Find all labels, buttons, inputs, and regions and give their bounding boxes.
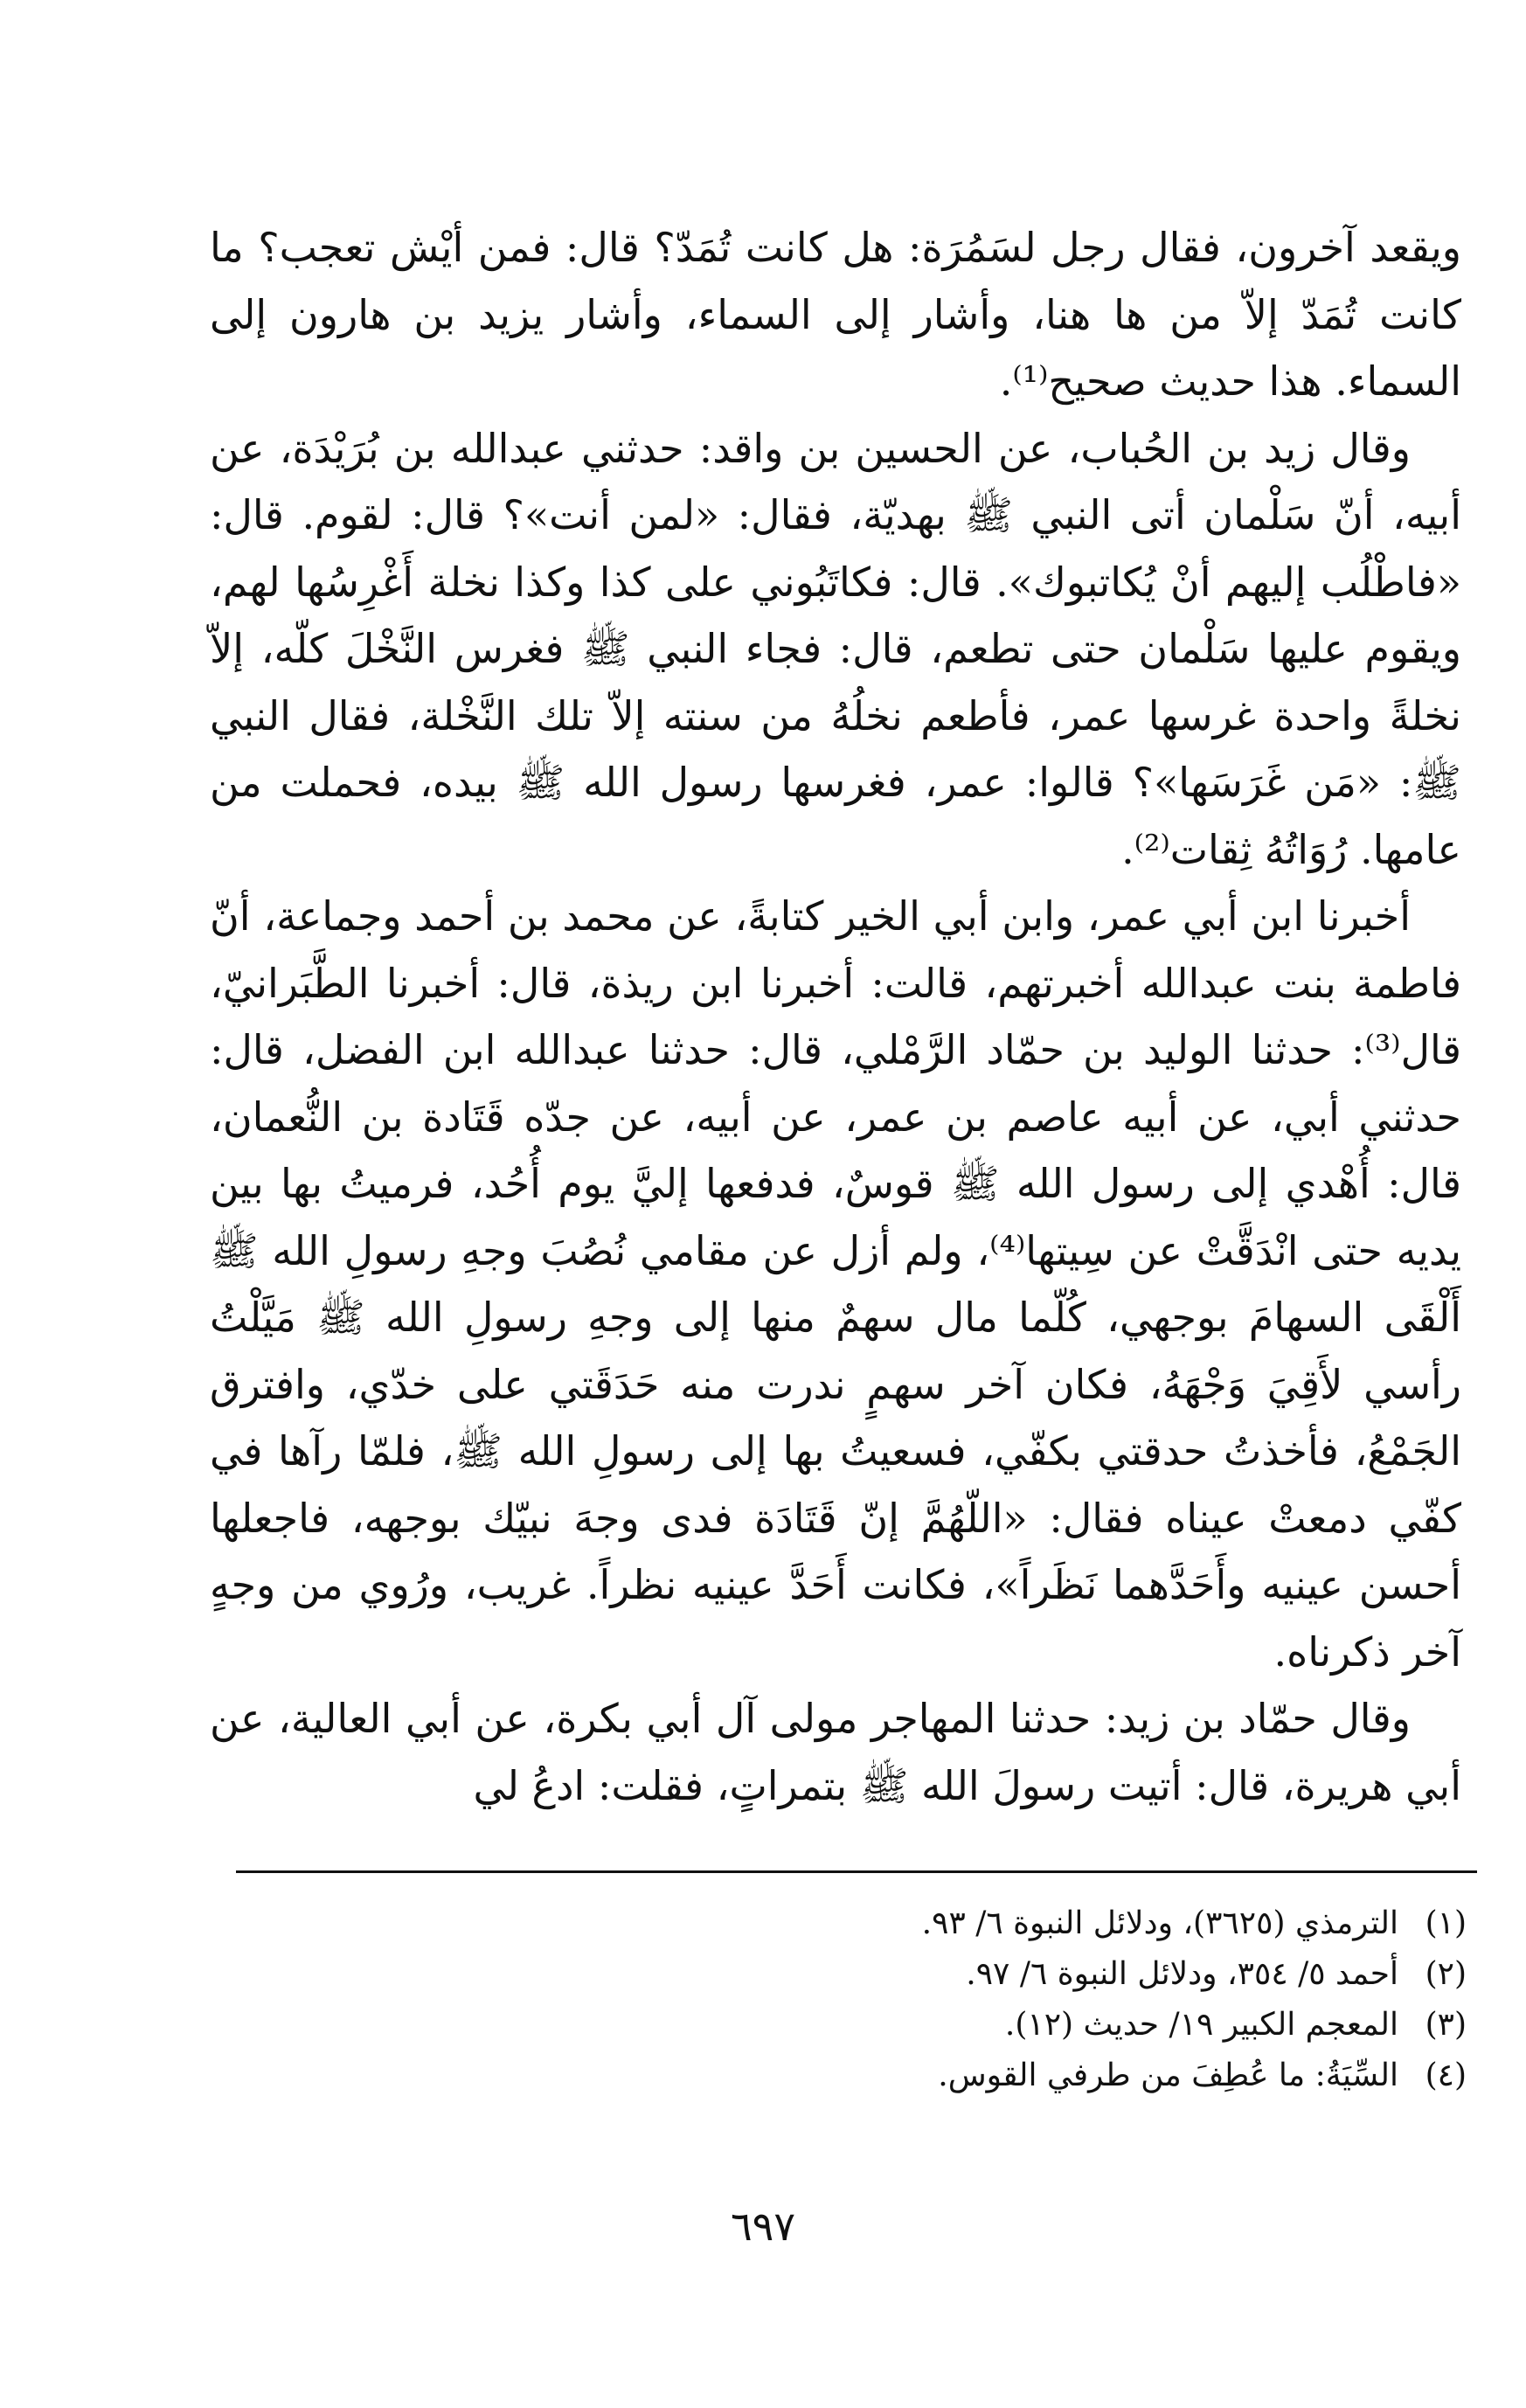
footnote-divider: [236, 1870, 1477, 1873]
footnote-number: (٤): [1425, 2058, 1467, 2093]
footnote-text: المعجم الكبير ١٩/ حديث (١٢).: [1004, 2007, 1398, 2043]
footnote-text: الترمذي (٣٦٢٥)، ودلائل النبوة ٦/ ٩٣.: [921, 1905, 1398, 1941]
paragraph-1: ويقعد آخرون، فقال رجل لسَمُرَة: هل كانت تُمَدّ؟ قال: فمن أيْش تعجب؟ ما كانت تُمَدّ إلاّ من ها هنا، وأشار إلى السماء، وأشار يزيد بن هارون إلى السماء. هذا حديث صحيح⁽¹⁾.: [210, 224, 1461, 405]
footnote-item: [330, 1898, 1467, 1949]
footnote-item: [330, 2051, 1467, 2101]
footnotes: [330, 1898, 1467, 2101]
footnote-number: (١): [1425, 1905, 1467, 1941]
footnote-item: [330, 2000, 1467, 2051]
footnote-item: [330, 1949, 1467, 2000]
page-number: ٦٩٧: [730, 2203, 796, 2250]
footnote-text: أحمد ٥/ ٣٥٤، ودلائل النبوة ٦/ ٩٧.: [966, 1956, 1398, 1992]
paragraph-3: أخبرنا ابن أبي عمر، وابن أبي الخير كتابةً، عن محمد بن أحمد وجماعة، أنّ فاطمة بنت عبدالله أخبرتهم، قالت: أخبرنا ابن ريذة، قال: أخبرنا الطَّبَرانيّ، قال⁽³⁾: حدثنا الوليد بن حمّاد الرَّمْلي، قال: حدثنا عبدالله ابن الفضل، قال: حدثني أبي، عن أبيه عاصم بن عمر، عن أبيه، عن جدّه قَتَادة بن النُّعمان، قال: أُهْدي إلى رسول الله ﷺ قوسٌ، فدفعها إليَّ يوم أُحُد، فرميتُ بها بين يديه حتى انْدَقَّتْ عن سِيتها⁽⁴⁾، ولم أزل عن مقامي نُصُبَ وجهِ رسولِ الله ﷺ أَلْقَى السهامَ بوجهي، كُلّما مال سهمٌ منها إلى وجهِ رسولِ الله ﷺ مَيَّلْتُ رأسي لأَقِيَ وَجْهَهُ، فكان آخر سهمٍ ندرت منه حَدَقَتي على خدّي، وافترق الجَمْعُ، فأخذتُ حدقتي بكفّي، فسعيتُ بها إلى رسولِ الله ﷺ، فلمّا رآها في كفّي دمعتْ عيناه فقال: «اللّهُمَّ إنّ قَتَادَة فدى وجهَ نبيّك بوجهه، فاجعلها أحسن عينيه وأَحَدَّهما نَظَراً»، فكانت أَحَدَّ عينيه نظراً. غريب، ورُوي من وجهٍ آخر ذكرناه.: [210, 892, 1461, 1676]
paragraph-2: وقال زيد بن الحُباب، عن الحسين بن واقد: حدثني عبدالله بن بُرَيْدَة، عن أبيه، أنّ سَلْمان أتى النبي ﷺ بهديّة، فقال: «لمن أنت»؟ قال: لقوم. قال: «فاطْلُب إليهم أنْ يُكاتبوك». قال: فكاتَبُوني على كذا وكذا نخلة أَغْرِسُها لهم، ويقوم عليها سَلْمان حتى تطعم، قال: فجاء النبي ﷺ فغرس النَّخْلَ كلّه، إلاّ نخلةً واحدة غرسها عمر، فأطعم نخلُهُ من سنته إلاّ تلك النَّخْلة، فقال النبي ﷺ: «مَن غَرَسَها»؟ قالوا: عمر، فغرسها رسول الله ﷺ بيده، فحملت من عامها. رُوَاتُهُ ثِقات⁽²⁾.: [210, 424, 1461, 873]
footnote-number: (٢): [1425, 1956, 1467, 1992]
paragraph-4: وقال حمّاد بن زيد: حدثنا المهاجر مولى آل أبي بكرة، عن أبي العالية، عن أبي هريرة، قال: أتيت رسولَ الله ﷺ بتمراتٍ، فقلت: ادعُ لي: [210, 1695, 1461, 1809]
main-text: [210, 214, 1461, 1819]
footnote-text: السِّيَةُ: ما عُطِفَ من طرفي القوس.: [938, 2058, 1398, 2093]
footnote-number: (٣): [1425, 2007, 1467, 2043]
